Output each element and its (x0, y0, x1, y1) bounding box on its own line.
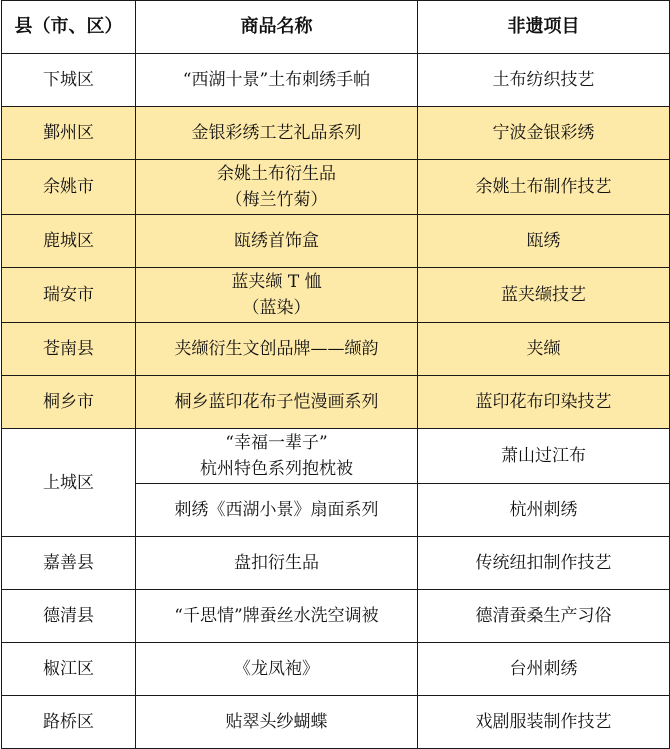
product-line-2: （蓝染） (242, 298, 311, 318)
table-row (2, 643, 670, 696)
heritage-cell: 夹缬 (418, 323, 670, 376)
heritage-cell: 余姚土布制作技艺 (418, 160, 670, 215)
heritage-cell: 德清蚕桑生产习俗 (418, 590, 670, 643)
table-row (2, 429, 670, 484)
table-row (2, 54, 670, 107)
table-row (2, 215, 670, 268)
header-district: 县（市、区） (2, 1, 136, 54)
district-cell: 上城区 (2, 429, 136, 537)
product-cell (136, 268, 418, 323)
district-cell: 桐乡市 (2, 376, 136, 429)
product-cell: “千思情”牌蚕丝水洗空调被 (136, 590, 418, 643)
product-cell: 桐乡蓝印花布子恺漫画系列 (136, 376, 418, 429)
product-cell: 刺绣《西湖小景》扇面系列 (136, 484, 418, 537)
product-cell: “西湖十景”土布刺绣手帕 (136, 54, 418, 107)
table-row (2, 537, 670, 590)
district-cell: 余姚市 (2, 160, 136, 215)
heritage-cell: 土布纺织技艺 (418, 54, 670, 107)
product-line-2: （梅兰竹菊） (225, 190, 328, 210)
table-header-row (2, 1, 670, 54)
district-cell: 椒江区 (2, 643, 136, 696)
table-row (2, 323, 670, 376)
product-cell (136, 160, 418, 215)
district-cell: 苍南县 (2, 323, 136, 376)
table-row (2, 696, 670, 749)
district-cell: 路桥区 (2, 696, 136, 749)
heritage-cell: 传统纽扣制作技艺 (418, 537, 670, 590)
district-cell: 嘉善县 (2, 537, 136, 590)
product-line-2: 杭州特色系列抱枕被 (200, 459, 353, 479)
product-cell: 贴翠头纱蝴蝶 (136, 696, 418, 749)
header-product: 商品名称 (136, 1, 418, 54)
heritage-cell: 瓯绣 (418, 215, 670, 268)
product-cell: 《龙凤袍》 (136, 643, 418, 696)
table-row (2, 590, 670, 643)
heritage-cell: 台州刺绣 (418, 643, 670, 696)
product-cell: 夹缬衍生文创品牌——缬韵 (136, 323, 418, 376)
product-cell: 瓯绣首饰盒 (136, 215, 418, 268)
product-line-1: 余姚土布衍生品 (217, 164, 336, 184)
table-row (2, 160, 670, 215)
table-row (2, 107, 670, 160)
heritage-cell: 戏剧服装制作技艺 (418, 696, 670, 749)
heritage-products-table (1, 0, 670, 749)
table-row (2, 268, 670, 323)
header-heritage: 非遗项目 (418, 1, 670, 54)
heritage-cell: 蓝夹缬技艺 (418, 268, 670, 323)
table-row (2, 376, 670, 429)
product-cell (136, 429, 418, 484)
district-cell: 瑞安市 (2, 268, 136, 323)
product-cell: 盘扣衍生品 (136, 537, 418, 590)
product-line-1: 蓝夹缬 T 恤 (231, 272, 322, 292)
product-line-1: “幸福一辈子” (225, 433, 328, 453)
heritage-cell: 萧山过江布 (418, 429, 670, 484)
heritage-cell: 蓝印花布印染技艺 (418, 376, 670, 429)
heritage-cell: 杭州刺绣 (418, 484, 670, 537)
district-cell: 下城区 (2, 54, 136, 107)
district-cell: 鄞州区 (2, 107, 136, 160)
heritage-cell: 宁波金银彩绣 (418, 107, 670, 160)
product-cell: 金银彩绣工艺礼品系列 (136, 107, 418, 160)
district-cell: 鹿城区 (2, 215, 136, 268)
district-cell: 德清县 (2, 590, 136, 643)
